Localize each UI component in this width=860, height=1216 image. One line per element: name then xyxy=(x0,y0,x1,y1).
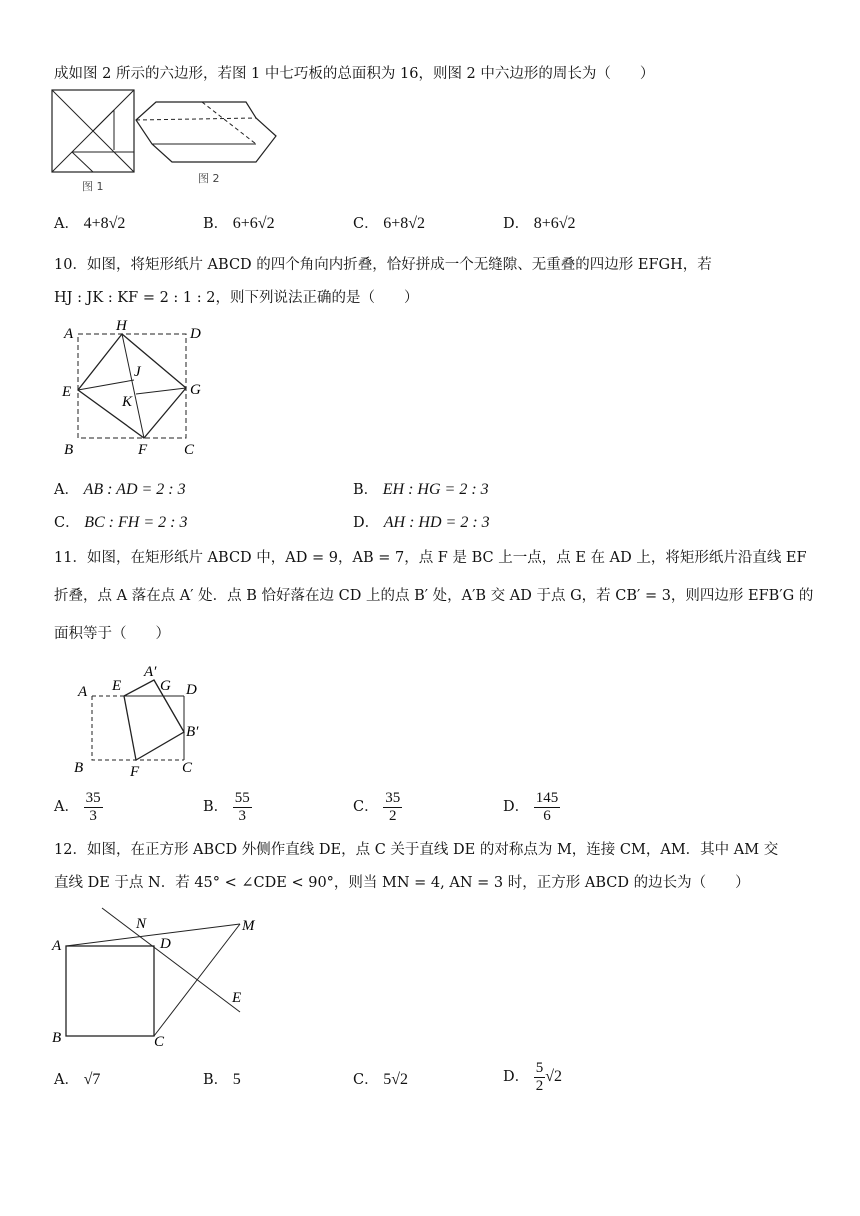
q10-line2: HJ : JK : KF = 2 : 1 : 2，则下列说法正确的是（ ） xyxy=(54,290,419,306)
q12-label-d: D xyxy=(160,936,171,952)
q11-label-d: D xyxy=(186,682,197,698)
q11-label-g: G xyxy=(160,678,171,694)
q12-figure xyxy=(50,902,270,1048)
q11-option-d[interactable]: D． $\frac{145}{6}$ xyxy=(503,790,559,824)
q12-label-a: A xyxy=(52,938,62,954)
q11-line1: 11．如图，在矩形纸片 ABCD 中，AD = 9，AB = 7，点 F 是 BC 上一点，点 E 在 AD 上，将矩形纸片沿直线 EF xyxy=(54,550,807,566)
q9-figures xyxy=(50,88,290,198)
q10-label-j: J xyxy=(134,364,141,380)
fig1-caption: 图 1 xyxy=(82,180,104,193)
q10-line1: 10．如图，将矩形纸片 ABCD 的四个角向内折叠，恰好拼成一个无缝隙、无重叠的四边形 EFGH，若 xyxy=(54,257,712,273)
q10-label-d: D xyxy=(190,326,201,342)
q10-label-f: F xyxy=(138,442,148,458)
q9-option-c[interactable]: C． 6+8√2 xyxy=(353,215,426,232)
q10-label-b: B xyxy=(64,442,74,458)
q11-label-a-prime: A′ xyxy=(144,664,157,680)
q12-label-m: M xyxy=(242,918,255,934)
q11-option-a[interactable]: A． $\frac{35}{3}$ xyxy=(54,790,101,824)
q11-option-c[interactable]: C． $\frac{35}{2}$ xyxy=(353,790,401,824)
q12-option-c[interactable]: C． 5√2 xyxy=(353,1071,408,1088)
q9-stem: 成如图 2 所示的六边形，若图 1 中七巧板的总面积为 16，则图 2 中六边形的周长为（ ） xyxy=(54,66,655,82)
q10-label-g: G xyxy=(190,382,201,398)
q9-option-a[interactable]: A． 4+8√2 xyxy=(54,215,126,232)
q12-option-b[interactable]: B． 5 xyxy=(203,1071,241,1088)
q9-option-b[interactable]: B． 6+6√2 xyxy=(203,215,275,232)
q11-label-a: A xyxy=(78,684,88,700)
q12-label-b: B xyxy=(52,1030,62,1046)
q11-label-e: E xyxy=(112,678,122,694)
q12-label-e: E xyxy=(232,990,242,1006)
q10-option-d[interactable]: D． AH : HD = 2 : 3 xyxy=(353,514,490,531)
q11-label-b: B xyxy=(74,760,84,776)
q10-label-e: E xyxy=(62,384,72,400)
q10-option-c[interactable]: C． BC : FH = 2 : 3 xyxy=(54,514,188,531)
q10-option-b[interactable]: B． EH : HG = 2 : 3 xyxy=(353,481,489,498)
q10-label-a: A xyxy=(64,326,74,342)
q10-label-h: H xyxy=(116,318,127,334)
q10-label-c: C xyxy=(184,442,195,458)
q11-option-b[interactable]: B． $\frac{55}{3}$ xyxy=(203,790,250,824)
q12-label-c: C xyxy=(154,1034,165,1048)
q11-label-f: F xyxy=(130,764,140,780)
q12-line2: 直线 DE 于点 N．若 45° < ∠CDE < 90°，则当 MN = 4, AN = 3 时，正方形 ABCD 的边长为（ ） xyxy=(54,875,750,891)
q11-label-b-prime: B′ xyxy=(186,724,199,740)
q11-figure xyxy=(72,660,222,782)
q12-option-a[interactable]: A． √7 xyxy=(54,1071,101,1088)
q9-option-d[interactable]: D． 8+6√2 xyxy=(503,215,576,232)
q12-label-n: N xyxy=(136,916,147,932)
q10-label-k: K xyxy=(122,394,133,410)
q12-option-d[interactable]: D． $\frac{5}{2}$ √2 xyxy=(503,1060,563,1094)
q11-line2: 折叠，点 A 落在点 A′ 处．点 B 恰好落在边 CD 上的点 B′ 处，A′B 交 AD 于点 G，若 CB′ = 3，则四边形 EFB′G 的 xyxy=(54,588,814,604)
q10-option-a[interactable]: A． AB : AD = 2 : 3 xyxy=(54,481,186,498)
q12-line1: 12．如图，在正方形 ABCD 外侧作直线 DE，点 C 关于直线 DE 的对称点为 M，连接 CM，AM．其中 AM 交 xyxy=(54,842,779,858)
q10-figure xyxy=(56,318,216,460)
fig2-caption: 图 2 xyxy=(198,172,220,185)
q11-label-c: C xyxy=(182,760,193,776)
q11-line3: 面积等于（ ） xyxy=(54,626,170,642)
